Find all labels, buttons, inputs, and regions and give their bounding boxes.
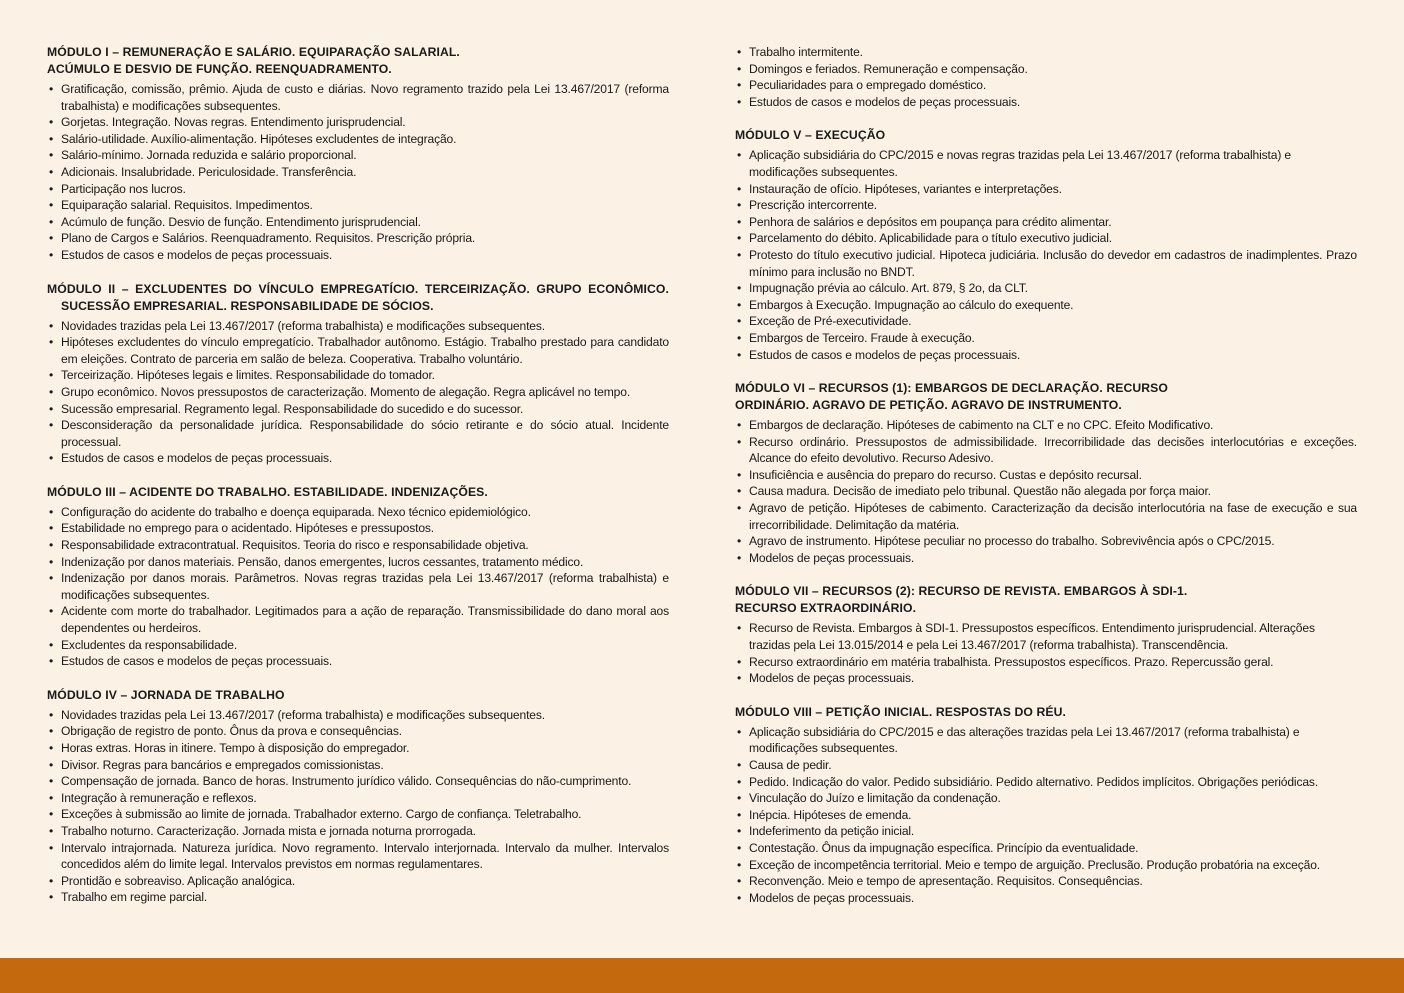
topic-list	[735, 724, 1357, 907]
list-item: • Exceção de incompetência territorial. Meio e tempo de arguição. Preclusão. Produção probatória na exceção.	[735, 857, 1357, 874]
list-item: • Intervalo intrajornada. Natureza jurídica. Novo regramento. Intervalo interjornada. Intervalo da mulher. Intervalos concedidos além do limite legal. Intervalos previstos em normas regulamentares.	[47, 840, 669, 873]
topic-list	[735, 147, 1357, 363]
list-item: • Estudos de casos e modelos de peças processuais.	[47, 653, 669, 670]
module-1	[47, 44, 669, 264]
module-title	[47, 484, 669, 501]
list-item: • Recurso extraordinário em matéria trabalhista. Pressupostos específicos. Prazo. Repercussão geral.	[735, 654, 1357, 671]
list-item: • Estudos de casos e modelos de peças processuais.	[735, 347, 1357, 364]
list-item: • Protesto do título executivo judicial. Hipoteca judiciária. Inclusão do devedor em cadastros de inadimplentes. Prazo mínimo para inclusão no BNDT.	[735, 247, 1357, 280]
list-item: • Instauração de ofício. Hipóteses, variantes e interpretações.	[735, 181, 1357, 198]
list-item: • Novidades trazidas pela Lei 13.467/2017 (reforma trabalhista) e modificações subsequentes.	[47, 707, 669, 724]
module-title-line: SUCESSÃO EMPRESARIAL. RESPONSABILIDADE DE SÓCIOS.	[61, 298, 434, 313]
module-6	[735, 380, 1357, 566]
module-2	[47, 281, 669, 467]
list-item: • Causa de pedir.	[735, 757, 1357, 774]
list-item: • Inépcia. Hipóteses de emenda.	[735, 807, 1357, 824]
list-item: • Estabilidade no emprego para o acidentado. Hipóteses e pressupostos.	[47, 520, 669, 537]
module-title	[735, 380, 1357, 414]
list-item: • Aplicação subsidiária do CPC/2015 e das alterações trazidas pela Lei 13.467/2017 (reforma trabalhista) e modificações subsequentes.	[735, 724, 1357, 757]
module-title-line: MÓDULO VII – RECURSOS (2): RECURSO DE REVISTA. EMBARGOS À SDI-1.	[735, 584, 1188, 599]
list-item: • Equiparação salarial. Requisitos. Impedimentos.	[47, 197, 669, 214]
list-item: • Recurso ordinário. Pressupostos de admissibilidade. Irrecorribilidade das decisões interlocutórias e exceções. Alcance do efeito devolutivo. Recurso Adesivo.	[735, 434, 1357, 467]
module-title	[47, 687, 669, 704]
topic-list	[47, 707, 669, 906]
list-item: • Adicionais. Insalubridade. Periculosidade. Transferência.	[47, 164, 669, 181]
list-item: • Indenização por danos morais. Parâmetros. Novas regras trazidas pela Lei 13.467/2017 (reforma trabalhista) e modificações subsequentes.	[47, 570, 669, 603]
list-item: • Desconsideração da personalidade jurídica. Responsabilidade do sócio retirante e do sócio atual. Incidente processual.	[47, 417, 669, 450]
list-item: • Plano de Cargos e Salários. Reenquadramento. Requisitos. Prescrição própria.	[47, 230, 669, 247]
list-item: • Vinculação do Juízo e limitação da condenação.	[735, 790, 1357, 807]
module-title-line: RECURSO EXTRAORDINÁRIO.	[735, 601, 917, 616]
list-item: • Participação nos lucros.	[47, 181, 669, 198]
list-item: • Divisor. Regras para bancários e empregados comissionistas.	[47, 757, 669, 774]
list-item: • Embargos de Terceiro. Fraude à execução.	[735, 330, 1357, 347]
module-8	[735, 704, 1357, 907]
list-item: • Insuficiência e ausência do preparo do recurso. Custas e depósito recursal.	[735, 467, 1357, 484]
list-item: • Responsabilidade extracontratual. Requisitos. Teoria do risco e responsabilidade objetiva.	[47, 537, 669, 554]
module-7	[735, 583, 1357, 686]
list-item: • Parcelamento do débito. Aplicabilidade para o título executivo judicial.	[735, 230, 1357, 247]
list-item: • Peculiaridades para o empregado doméstico.	[735, 77, 1357, 94]
module-4-continued	[735, 44, 1357, 110]
list-item: • Prontidão e sobreaviso. Aplicação analógica.	[47, 873, 669, 890]
topic-list	[735, 417, 1357, 566]
list-item: • Embargos à Execução. Impugnação ao cálculo do exequente.	[735, 297, 1357, 314]
list-item: • Impugnação prévia ao cálculo. Art. 879, § 2o, da CLT.	[735, 280, 1357, 297]
left-column	[47, 44, 669, 923]
topic-list	[47, 318, 669, 467]
list-item: • Pedido. Indicação do valor. Pedido subsidiário. Pedido alternativo. Pedidos implícitos. Obrigações periódicas.	[735, 774, 1357, 791]
module-title-line: MÓDULO V – EXECUÇÃO	[735, 128, 886, 143]
module-3	[47, 484, 669, 670]
list-item: • Sucessão empresarial. Regramento legal. Responsabilidade do sucedido e do sucessor.	[47, 401, 669, 418]
module-title-line: MÓDULO I – REMUNERAÇÃO E SALÁRIO. EQUIPARAÇÃO SALARIAL.	[47, 45, 460, 59]
list-item: • Recurso de Revista. Embargos à SDI-1. Pressupostos específicos. Entendimento jurisprudencial. Alterações trazidas pela Lei 13.015/2014 e pela Lei 13.467/2017 (reforma trabalhista). Transcendência.	[735, 620, 1357, 653]
list-item: • Gorjetas. Integração. Novas regras. Entendimento jurisprudencial.	[47, 114, 669, 131]
module-title-line: MÓDULO II – EXCLUDENTES DO VÍNCULO EMPREGATÍCIO. TERCEIRIZAÇÃO. GRUPO ECONÔMICO.	[47, 281, 669, 296]
list-item: • Prescrição intercorrente.	[735, 197, 1357, 214]
footer-bar	[0, 958, 1404, 993]
list-item: • Integração à remuneração e reflexos.	[47, 790, 669, 807]
module-title	[735, 583, 1357, 617]
list-item: • Modelos de peças processuais.	[735, 550, 1357, 567]
list-item: • Obrigação de registro de ponto. Ônus da prova e consequências.	[47, 723, 669, 740]
list-item: • Estudos de casos e modelos de peças processuais.	[47, 450, 669, 467]
list-item: • Novidades trazidas pela Lei 13.467/2017 (reforma trabalhista) e modificações subsequentes.	[47, 318, 669, 335]
list-item: • Causa madura. Decisão de imediato pelo tribunal. Questão não alegada por força maior.	[735, 483, 1357, 500]
module-title-line: MÓDULO III – ACIDENTE DO TRABALHO. ESTABILIDADE. INDENIZAÇÕES.	[47, 484, 488, 499]
list-item: • Modelos de peças processuais.	[735, 890, 1357, 907]
list-item: • Trabalho em regime parcial.	[47, 889, 669, 906]
list-item: • Salário-mínimo. Jornada reduzida e salário proporcional.	[47, 147, 669, 164]
list-item: • Excludentes da responsabilidade.	[47, 637, 669, 654]
list-item: • Agravo de petição. Hipóteses de cabimento. Caracterização da decisão interlocutória na fase de execução e sua irrecorribilidade. Delimitação da matéria.	[735, 500, 1357, 533]
module-title	[47, 44, 669, 78]
list-item: • Horas extras. Horas in itinere. Tempo à disposição do empregador.	[47, 740, 669, 757]
list-item: • Gratificação, comissão, prêmio. Ajuda de custo e diárias. Novo regramento trazido pela Lei 13.467/2017 (reforma trabalhista) e modificações subsequentes.	[47, 81, 669, 114]
list-item: • Aplicação subsidiária do CPC/2015 e novas regras trazidas pela Lei 13.467/2017 (reforma trabalhista) e modificações subsequentes.	[735, 147, 1357, 180]
list-item: • Trabalho noturno. Caracterização. Jornada mista e jornada noturna prorrogada.	[47, 823, 669, 840]
list-item: • Acidente com morte do trabalhador. Legitimados para a ação de reparação. Transmissibilidade do dano moral aos dependentes ou herdeiros.	[47, 603, 669, 636]
list-item: • Terceirização. Hipóteses legais e limites. Responsabilidade do tomador.	[47, 367, 669, 384]
module-title-line: MÓDULO VIII – PETIÇÃO INICIAL. RESPOSTAS DO RÉU.	[735, 704, 1066, 719]
topic-list	[47, 504, 669, 670]
list-item: • Reconvenção. Meio e tempo de apresentação. Requisitos. Consequências.	[735, 873, 1357, 890]
module-title-line: ACÚMULO E DESVIO DE FUNÇÃO. REENQUADRAMENTO.	[47, 62, 392, 76]
module-title	[735, 127, 1357, 144]
module-title-line: MÓDULO IV – JORNADA DE TRABALHO	[47, 687, 285, 702]
list-item: • Indeferimento da petição inicial.	[735, 823, 1357, 840]
list-item: • Compensação de jornada. Banco de horas. Instrumento jurídico válido. Consequências do não-cumprimento.	[47, 773, 669, 790]
list-item: • Trabalho intermitente.	[735, 44, 1357, 61]
list-item: • Grupo econômico. Novos pressupostos de caracterização. Momento de alegação. Regra aplicável no tempo.	[47, 384, 669, 401]
module-title	[735, 704, 1357, 721]
list-item: • Estudos de casos e modelos de peças processuais.	[735, 94, 1357, 111]
module-title-line: MÓDULO VI – RECURSOS (1): EMBARGOS DE DECLARAÇÃO. RECURSO	[735, 381, 1168, 396]
module-title-line: ORDINÁRIO. AGRAVO DE PETIÇÃO. AGRAVO DE INSTRUMENTO.	[735, 398, 1122, 413]
list-item: • Acúmulo de função. Desvio de função. Entendimento jurisprudencial.	[47, 214, 669, 231]
module-5	[735, 127, 1357, 363]
topic-list	[735, 44, 1357, 110]
list-item: • Agravo de instrumento. Hipótese peculiar no processo do trabalho. Sobrevivência após o CPC/2015.	[735, 533, 1357, 550]
topic-list	[735, 620, 1357, 686]
list-item: • Exceções à submissão ao limite de jornada. Trabalhador externo. Cargo de confiança. Teletrabalho.	[47, 806, 669, 823]
list-item: • Embargos de declaração. Hipóteses de cabimento na CLT e no CPC. Efeito Modificativo.	[735, 417, 1357, 434]
module-title	[47, 281, 669, 315]
list-item: • Indenização por danos materiais. Pensão, danos emergentes, lucros cessantes, tratamento médico.	[47, 554, 669, 571]
list-item: • Estudos de casos e modelos de peças processuais.	[47, 247, 669, 264]
list-item: • Configuração do acidente do trabalho e doença equiparada. Nexo técnico epidemiológico.	[47, 504, 669, 521]
list-item: • Modelos de peças processuais.	[735, 670, 1357, 687]
topic-list	[47, 81, 669, 264]
list-item: • Contestação. Ônus da impugnação específica. Princípio da eventualidade.	[735, 840, 1357, 857]
list-item: • Penhora de salários e depósitos em poupança para crédito alimentar.	[735, 214, 1357, 231]
right-column	[735, 44, 1357, 923]
list-item: • Hipóteses excludentes do vínculo empregatício. Trabalhador autônomo. Estágio. Trabalho prestado para candidato em eleições. Contrato de parceria em salão de beleza. Cooperativa. Trabalho voluntário.	[47, 334, 669, 367]
list-item: • Domingos e feriados. Remuneração e compensação.	[735, 61, 1357, 78]
module-4	[47, 687, 669, 906]
list-item: • Exceção de Pré-executividade.	[735, 313, 1357, 330]
list-item: • Salário-utilidade. Auxílio-alimentação. Hipóteses excludentes de integração.	[47, 131, 669, 148]
